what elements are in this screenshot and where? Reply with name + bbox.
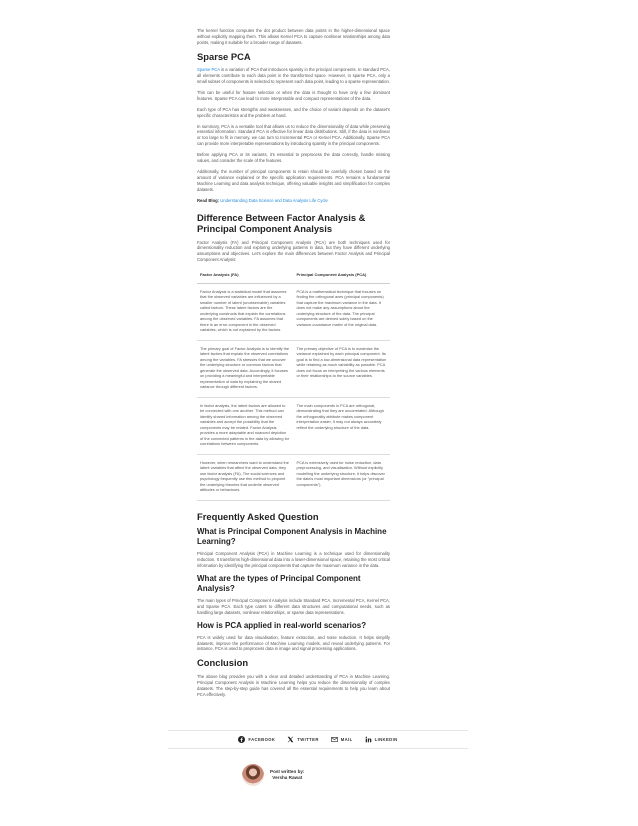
- difference-heading: Difference Between Factor Analysis & Principal Component Analysis: [197, 211, 366, 235]
- sparse-pca-paragraph-1: [197, 67, 390, 85]
- share-facebook-label: FACEBOOK: [248, 737, 276, 742]
- faq-question-2: What are the types of Principal Component Analysis?: [197, 573, 361, 593]
- comparison-table: [197, 268, 390, 501]
- table-cell-pca: The main components in PCA are orthogonal, demonstrating that they are uncorrelated. Although the orthogonality attribute makes component interpretation easier, it may not always accurately reflect the underlying structure of the data.: [294, 397, 391, 454]
- preprocess-paragraph: Before applying PCA or its variants, it's essential to preprocess the data correctly, handle missing values, and consider the scale of the features.: [197, 152, 390, 164]
- read-blog-label: Read Blog:: [197, 197, 220, 203]
- table-cell-fa: However, when researchers want to understand the latent variables that affect the observed data, they use factor analysis (FA). The social sciences and psychology frequently use this method to pinpoint the underlying theories that underlie observed attitudes or behaviours.: [197, 454, 294, 500]
- sparse-pca-paragraph-3: Each type of PCA has strengths and weaknesses, and the choice of variant depends on the dataset's specific characteristics and the problem at hand.: [197, 106, 390, 118]
- share-mail-label: MAIL: [340, 737, 353, 742]
- table-header-fa: Factor Analysis (FA): [197, 268, 294, 283]
- faq-answer-1: Principal Component Analysis (PCA) in Machine Learning is a technique used for dimensionality reduction. It transforms high-dimensional data into a lower-dimensional space, retaining the most critical information by identifying the principal components that capture the maximum variance in the data.: [197, 551, 390, 568]
- read-blog-line: [197, 198, 390, 204]
- summary-paragraph: In summary, PCA is a versatile tool that allows us to reduce the dimensionality of data while preserving essential information. Standard PCA is effective for linear data distributions. Still, if the data is nonlinear or too large to fit in memory, we can turn to Incremental PCA or Kernel PCA. Additionally, Sparse PCA can provide more interpretable representations by introducing sparsity in the principal components.: [197, 123, 390, 147]
- table-cell-fa: Factor Analysis is a statistical model that assumes that the observed variables are influenced by a smaller number of latent (unobservable) variables called factors. These latent factors are the underlying constructs that explain the correlations among the observed variables. FA assumes that there is an error component in the observed variables, which is not explained by the factors.: [197, 283, 294, 340]
- share-bar: [168, 730, 468, 749]
- conclusion-text: The above blog provides you with a clear and detailed understanding of PCA in Machine Learning. Principal Component Analysis in Machine Learning helps you reduce the dimensionality of complex datasets. The step-by-step guide has covered all the essential requirements to help you learn about PCA effectively.: [197, 673, 390, 697]
- share-linkedin-button[interactable]: [365, 736, 398, 743]
- table-header-row: [197, 268, 390, 283]
- author-card: [242, 764, 304, 786]
- faq-question-1: What is Principal Component Analysis in Machine Learning?: [197, 527, 387, 547]
- sparse-pca-paragraph-1-text: is a variation of PCA that introduces sparsity in the principal components. In standard PCA, all elements contribute to each data point in the transformed space. However, in sparse PCA, only a small subset of components is selected to represent each data point, leading to a sparse representation.: [197, 67, 390, 85]
- table-row: [197, 454, 390, 500]
- facebook-icon: [238, 736, 245, 743]
- table-cell-pca: PCA is extensively used for noise reduction, data preprocessing, and visualisation. Without explicitly modelling the underlying structure, it helps discover the data's most important dimensions (or "principal components").: [294, 454, 391, 500]
- table-cell-pca: The primary objective of PCA is to maximise the variance explained by each principal component. Its goal is to find a low-dimensional data representation while retaining as much variability as possible. PCA does not focus on interpreting the various elements or their relationships to the source variables.: [294, 340, 391, 397]
- faq-heading: Frequently Asked Question: [197, 510, 319, 522]
- read-blog-link[interactable]: Understanding Data Science and Data Analysis Life Cycle: [220, 197, 328, 203]
- faq-question-3: How is PCA applied in real-world scenarios?: [197, 620, 367, 630]
- table-cell-fa: The primary goal of Factor Analysis is to identify the latent factors that explain the observed correlations among the variables. FA stresses that we uncover the underlying structure or common factors that generate the observed data. Accordingly, it focuses on providing a meaningful and interpretable representation of data by explaining the shared variance through different factors.: [197, 340, 294, 397]
- table-row: [197, 340, 390, 397]
- table-row: [197, 283, 390, 340]
- author-label: Post written by:: [270, 769, 305, 774]
- faq-answer-3: PCA is widely used for data visualisation, feature extraction, and noise reduction. It helps simplify datasets, improve the performance of Machine Learning models, and reveal underlying patterns. For instance, PCA is used to preprocess data in image and signal processing applications.: [197, 634, 390, 652]
- table-header-pca: Principal Component Analysis (PCA): [294, 268, 391, 283]
- share-linkedin-label: LINKEDIN: [374, 737, 398, 742]
- sparse-pca-paragraph-2: This can be useful for feature selection or when the data is thought to have only a few dominant features. Sparse PCA can lead to more interpretable and compact representations of the data.: [197, 89, 390, 101]
- sparse-pca-heading: Sparse PCA: [197, 50, 251, 62]
- table-row: [197, 397, 390, 454]
- share-facebook-button[interactable]: [238, 736, 275, 743]
- components-paragraph: Additionally, the number of principal components to retain should be carefully chosen based on the amount of variance explained or the specific application requirements. PCA remains a fundamental Machine Learning and data analysis technique, offering valuable insights and simplification for complex datasets.: [197, 169, 390, 192]
- faq-answer-2: The main types of Principal Component Analysis include Standard PCA, Incremental PCA, Kernel PCA, and Sparse PCA. Each type caters to different data structures and computational needs, such as handling large datasets, nonlinear relationships, or sparse data representations.: [197, 597, 390, 615]
- intro-paragraph: The kernel function computes the dot product between data points in the higher-dimensional space without explicitly mapping them. This allows Kernel PCA to capture nonlinear relationships among data points, making it suitable for a broader range of datasets.: [197, 28, 390, 45]
- difference-intro: Factor Analysis (FA) and Principal Component Analysis (PCA) are both techniques used for dimensionality reduction and exploring underlying patterns in data, but they have different underlying assumptions and objectives. Let's explore the main differences between Factor Analysis and Principal Component Analysis:: [197, 239, 390, 263]
- conclusion-heading: Conclusion: [197, 657, 249, 669]
- share-twitter-button[interactable]: [287, 736, 318, 743]
- table-cell-pca: PCA is a mathematical technique that focuses on finding the orthogonal axes (principal components) that capture the maximum variance in the data. It does not make any assumptions about the underlying structure of the data. The principal components are derived solely based on the variance-covariance matrix of the original data.: [294, 283, 391, 340]
- linkedin-icon: [365, 736, 372, 743]
- share-twitter-label: TWITTER: [297, 737, 319, 742]
- author-name[interactable]: Versha Rawat: [272, 775, 303, 780]
- mail-icon: [331, 736, 338, 743]
- table-cell-fa: In factor analysis, the latent factors are allowed to be connected with one another. This method can identify shared information among the observed variables and accept the possibility that the components may be related. Factor Analysis provides a more adaptable and nuanced depiction of the connected patterns in the data by allowing for correlations between components.: [197, 397, 294, 454]
- share-mail-button[interactable]: [331, 736, 353, 743]
- sparse-pca-link[interactable]: Sparse PCA: [197, 67, 220, 73]
- author-avatar[interactable]: [242, 764, 264, 786]
- article-body: [197, 28, 390, 702]
- x-twitter-icon: [287, 736, 294, 743]
